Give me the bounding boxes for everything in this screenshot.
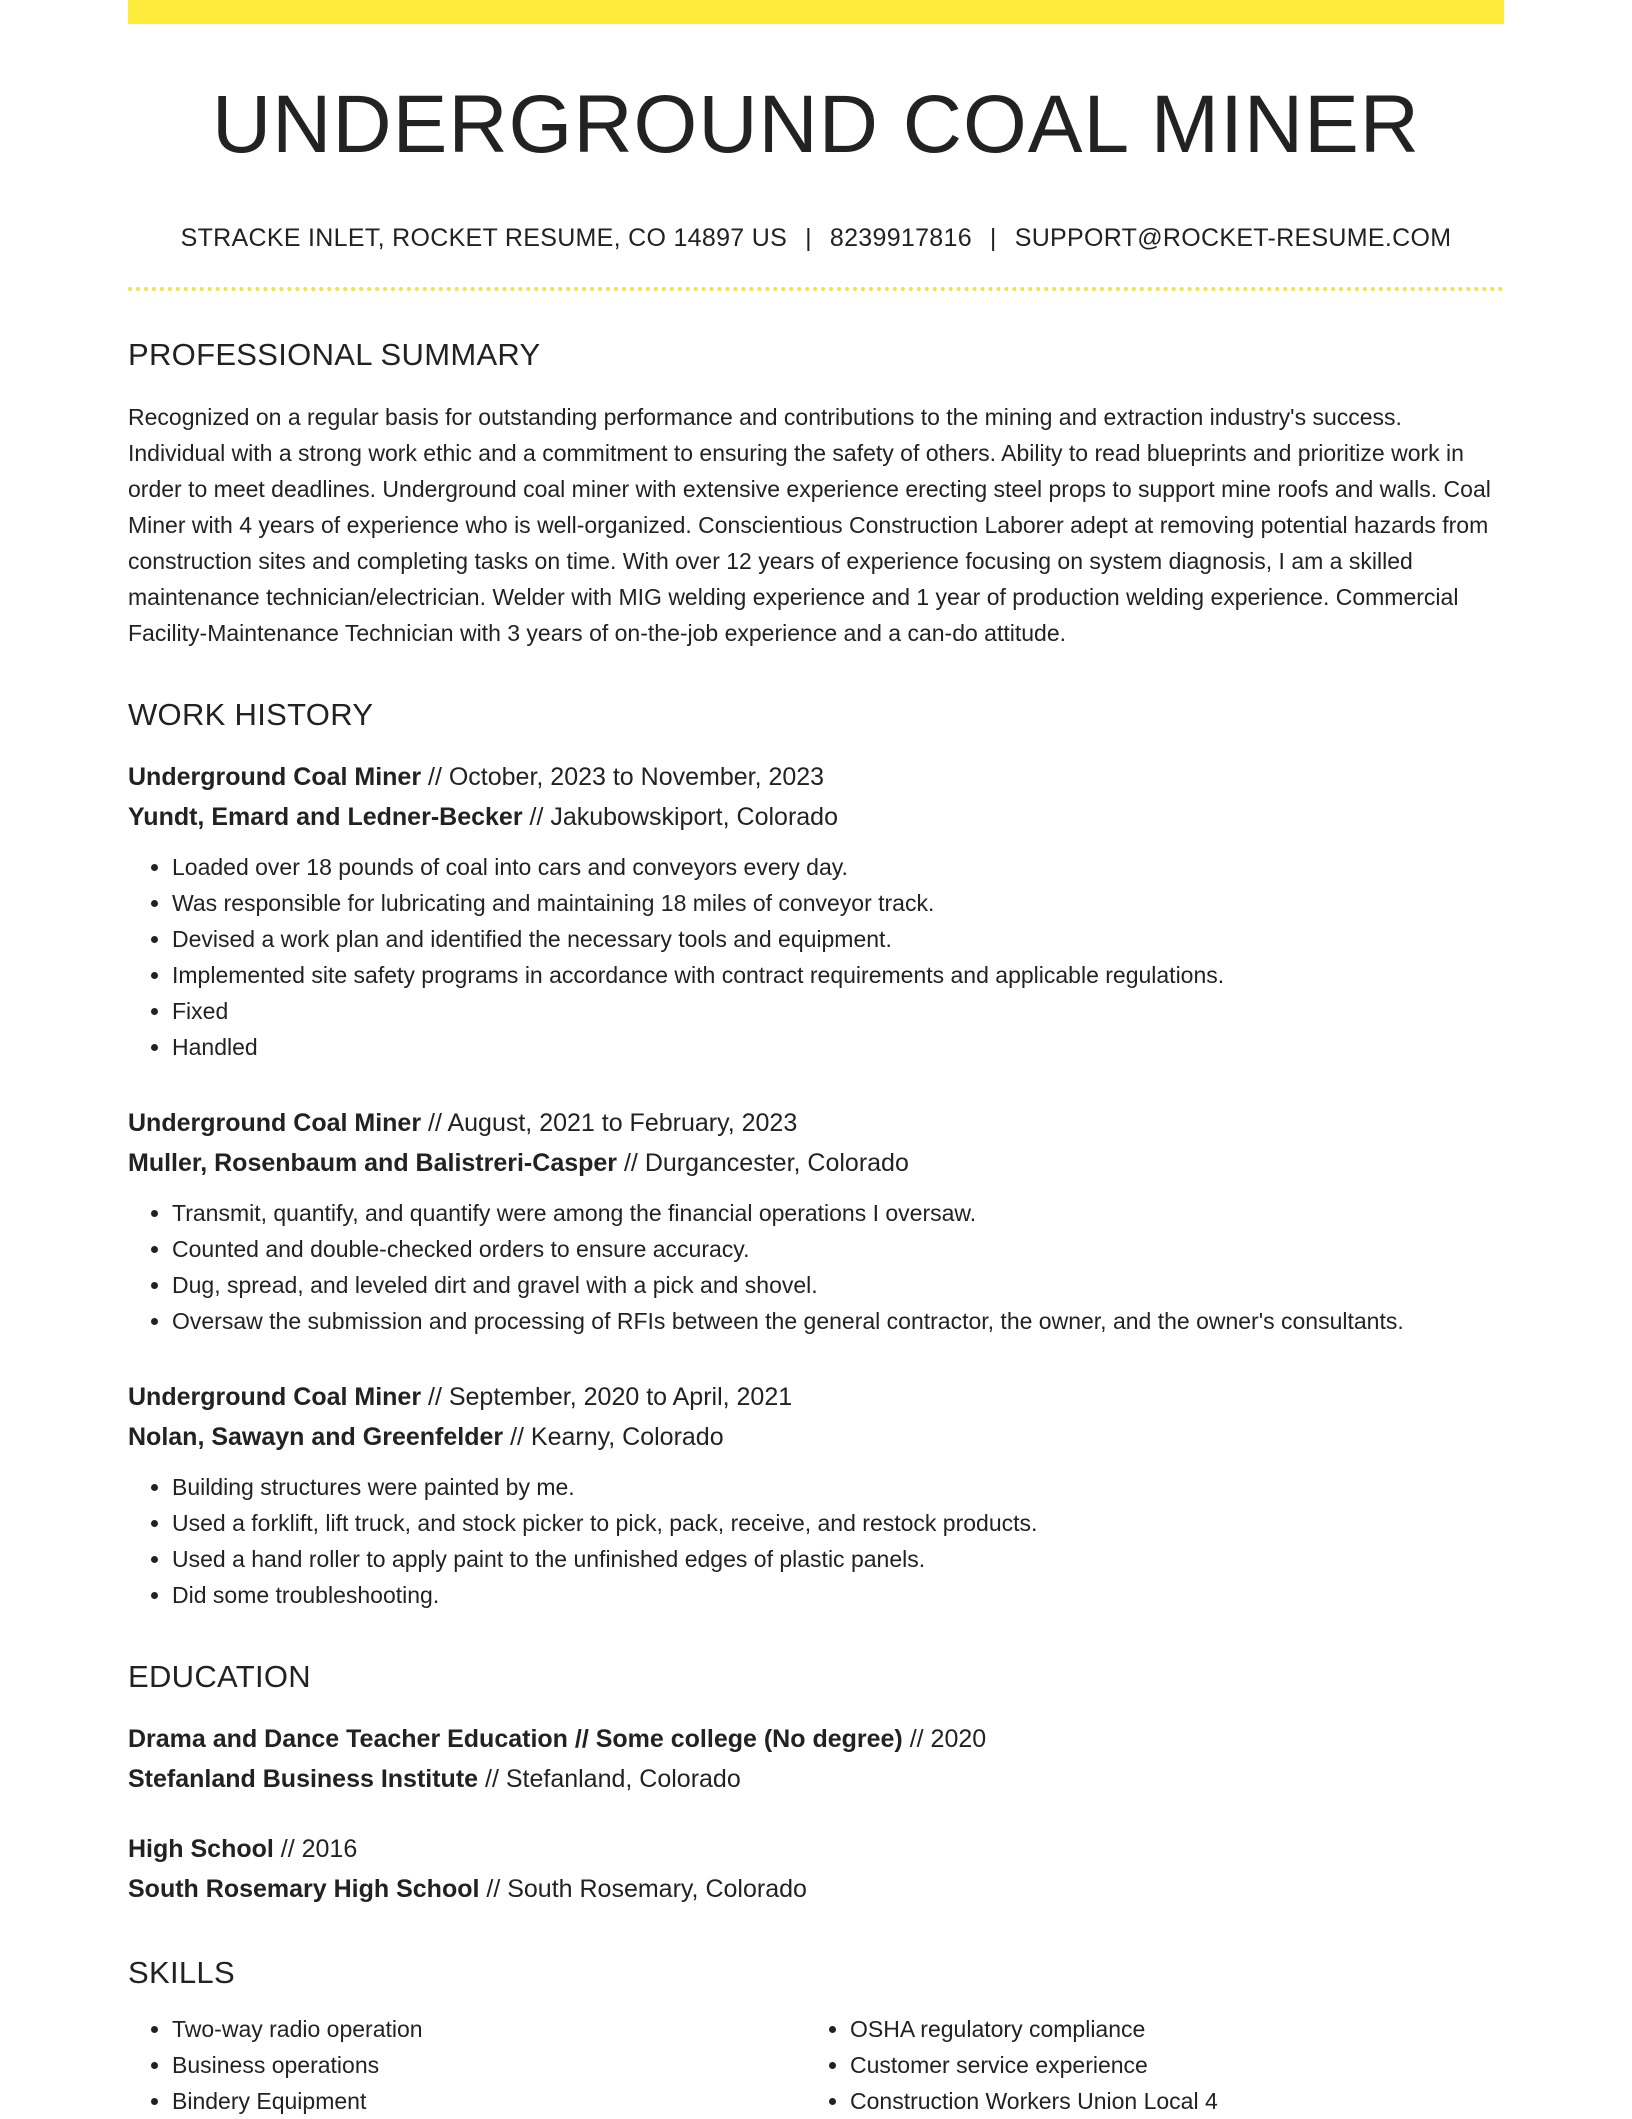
education-year: // 2020 (902, 1725, 987, 1753)
job-location: // Jakubowskiport, Colorado (522, 803, 838, 831)
list-item: • Devised a work plan and identified the necessary tools and equipment. (172, 921, 1504, 957)
education-school: Stefanland Business Institute (128, 1765, 479, 1793)
list-item: • OSHA regulatory compliance (850, 2011, 1484, 2047)
job-location: // Durgancester, Colorado (617, 1149, 909, 1177)
job-bullets (128, 1469, 1504, 1613)
summary-text: Recognized on a regular basis for outstanding performance and contributions to the mining and extraction industry's success. Individual with a strong work ethic and a commitment to ensuring the safety of others. Ability to read blueprints and prioritize work in order to meet deadlines. Underground coal miner with extensive experience erecting steel props to support mine roofs and walls. Coal Miner with 4 years of experience who is well-organized. Conscientious Construction Laborer adept at removing potential hazards from construction sites and completing tasks on time. With over 12 years of experience focusing on system diagnosis, I am a skilled maintenance technician/electrician. Welder with MIG welding experience and 1 year of production welding experience. Commercial Facility-Maintenance Technician with 3 years of on-the-job experience and a can-do attitude. (128, 404, 1491, 646)
list-item: • Loaded over 18 pounds of coal into cars and conveyors every day. (172, 849, 1504, 885)
skills-heading: SKILLS (128, 1955, 235, 1990)
contact-line (128, 224, 1504, 253)
education-location: // Stefanland, Colorado (478, 1765, 741, 1793)
list-item: • Did some troubleshooting. (172, 1577, 1504, 1613)
list-item: • Transmit, quantify, and quantify were among the financial operations I oversaw. (172, 1195, 1504, 1231)
contact-separator: | (805, 224, 812, 252)
list-item: • Was responsible for lubricating and maintaining 18 miles of conveyor track. (172, 885, 1504, 921)
list-item: • Construction Workers Union Local 4 (850, 2083, 1484, 2119)
list-item: • Handled (172, 1029, 1504, 1065)
education-entry (128, 1829, 1504, 1909)
top-accent-bar (128, 0, 1504, 24)
list-item: • Business operations (172, 2047, 806, 2083)
list-item: • Fixed (172, 993, 1504, 1029)
education-location: // South Rosemary, Colorado (479, 1875, 807, 1903)
skills-column-left (128, 2011, 806, 2119)
job-dates: // September, 2020 to April, 2021 (421, 1383, 793, 1411)
education-year: // 2016 (273, 1835, 358, 1863)
job-dates: // August, 2021 to February, 2023 (421, 1109, 798, 1137)
education-entry (128, 1719, 1504, 1799)
job-bullets (128, 849, 1504, 1065)
list-item: • Bindery Equipment (172, 2083, 806, 2119)
job-role: Underground Coal Miner (128, 763, 422, 791)
job-role: Underground Coal Miner (128, 1383, 422, 1411)
job-location: // Kearny, Colorado (503, 1423, 724, 1451)
summary-heading: PROFESSIONAL SUMMARY (128, 337, 541, 372)
list-item: • Customer service experience (850, 2047, 1484, 2083)
list-item: • Counted and double-checked orders to ensure accuracy. (172, 1231, 1504, 1267)
contact-email: SUPPORT@ROCKET-RESUME.COM (1014, 224, 1452, 252)
job-entry (128, 1103, 1504, 1339)
list-item: • Used a forklift, lift truck, and stock picker to pick, pack, receive, and restock products. (172, 1505, 1504, 1541)
education-school: South Rosemary High School (128, 1875, 480, 1903)
job-company: Nolan, Sawayn and Greenfelder (128, 1423, 504, 1451)
list-item: • Implemented site safety programs in accordance with contract requirements and applicable regulations. (172, 957, 1504, 993)
dotted-divider (128, 287, 1504, 291)
contact-separator: | (989, 224, 997, 252)
education-degree: Drama and Dance Teacher Education // Some college (No degree) (128, 1725, 903, 1753)
job-entry (128, 1377, 1504, 1613)
list-item: • Two-way radio operation (172, 2011, 806, 2047)
work-history-heading: WORK HISTORY (128, 697, 374, 732)
job-bullets (128, 1195, 1504, 1339)
education-degree: High School (128, 1835, 274, 1863)
resume-page (128, 0, 1504, 2119)
skills-column-right (806, 2011, 1484, 2119)
education-heading: EDUCATION (128, 1659, 311, 1694)
job-entry (128, 757, 1504, 1065)
job-company: Muller, Rosenbaum and Balistreri-Casper (128, 1149, 618, 1177)
job-company: Yundt, Emard and Ledner-Becker (128, 803, 523, 831)
list-item: • Oversaw the submission and processing of RFIs between the general contractor, the owner, and the owner's consultants. (172, 1303, 1504, 1339)
list-item: • Building structures were painted by me. (172, 1469, 1504, 1505)
page-title: UNDERGROUND COAL MINER (211, 79, 1421, 170)
job-role: Underground Coal Miner (128, 1109, 422, 1137)
job-dates: // October, 2023 to November, 2023 (421, 763, 825, 791)
contact-phone: 8239917816 (829, 224, 972, 252)
skills-list (128, 2011, 1504, 2119)
list-item: • Dug, spread, and leveled dirt and gravel with a pick and shovel. (172, 1267, 1504, 1303)
list-item: • Used a hand roller to apply paint to the unfinished edges of plastic panels. (172, 1541, 1504, 1577)
contact-address: STRACKE INLET, ROCKET RESUME, CO 14897 US (180, 224, 788, 252)
